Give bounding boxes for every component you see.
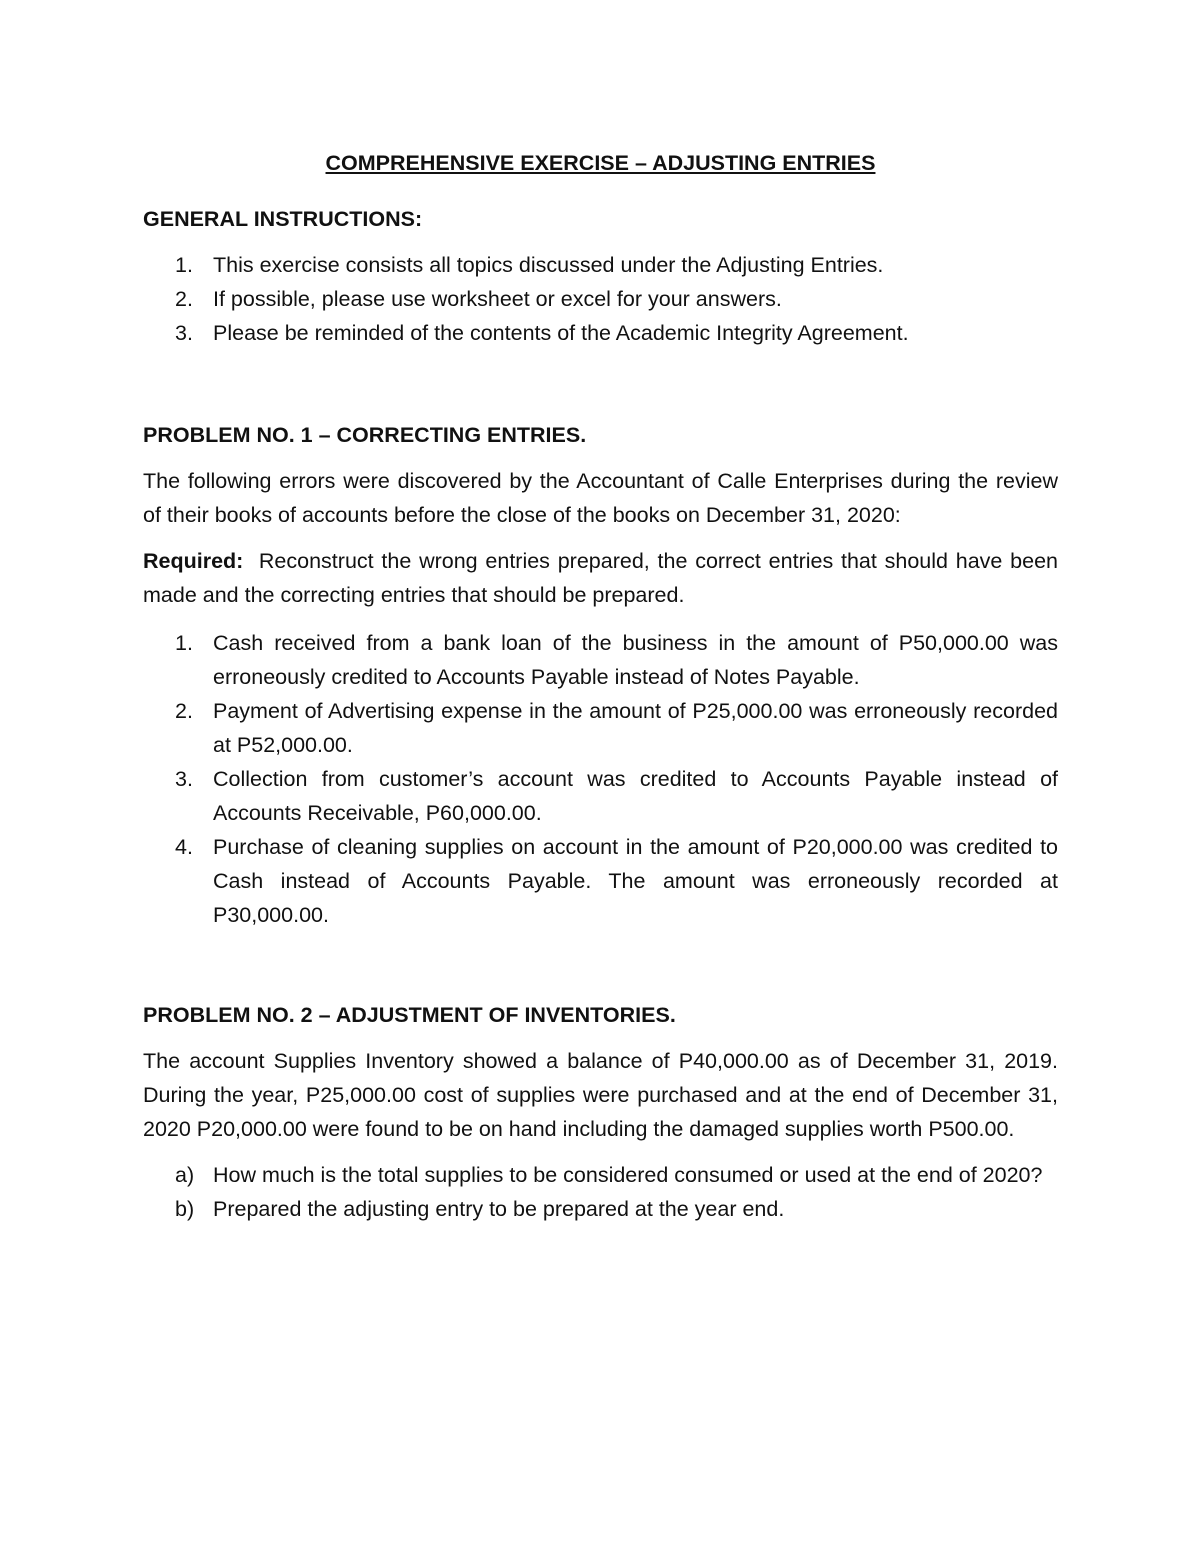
list-item [143,248,1058,282]
list-item [143,282,1058,316]
list-item-text: Purchase of cleaning supplies on account in the amount of P20,000.00 was credited to Cash instead of Accounts Payable. The amount was erroneously recorded at P30,000.00. [213,835,1058,927]
document-title: COMPREHENSIVE EXERCISE – ADJUSTING ENTRIES [325,151,876,175]
list-item [143,626,1058,694]
list-item-text: Cash received from a bank loan of the business in the amount of P50,000.00 was erroneously credited to Accounts Payable instead of Notes Payable. [213,631,1058,689]
problem2-paragraph: The account Supplies Inventory showed a balance of P40,000.00 as of December 31, 2019. During the year, P25,000.00 cost of supplies were purchased and at the end of December 31, 2020 P20,000.00 were found to be on hand including the damaged supplies worth P500.00. [143,1049,1058,1141]
list-marker: 2. [175,287,193,311]
list-item-text: Collection from customer’s account was credited to Accounts Payable instead of Accounts Receivable, P60,000.00. [213,767,1058,825]
general-instructions-list [143,248,1058,350]
list-item [143,1158,1058,1192]
list-item-text: Prepared the adjusting entry to be prepared at the year end. [213,1197,785,1221]
problem1-list [143,626,1058,932]
problem1-heading: PROBLEM NO. 1 – CORRECTING ENTRIES. [143,423,587,447]
list-marker: 2. [175,699,193,723]
problem2-heading: PROBLEM NO. 2 – ADJUSTMENT OF INVENTORIES. [143,1003,676,1027]
list-item-text: Payment of Advertising expense in the amount of P25,000.00 was erroneously recorded at P52,000.00. [213,699,1058,757]
spacer [143,350,1058,418]
problem1-required [143,544,1058,612]
required-text: Reconstruct the wrong entries prepared, the correct entries that should have been made and the correcting entries that should be prepared. [143,549,1058,607]
list-item [143,316,1058,350]
list-marker: 1. [175,631,193,655]
list-marker: 1. [175,253,193,277]
list-marker: a) [175,1163,195,1187]
list-item [143,1192,1058,1226]
list-item-text: If possible, please use worksheet or excel for your answers. [213,287,782,311]
problem1-intro: The following errors were discovered by the Accountant of Calle Enterprises during the review of their books of accounts before the close of the books on December 31, 2020: [143,469,1058,527]
problem2-list [143,1158,1058,1226]
list-marker: b) [175,1197,195,1221]
list-item-text: This exercise consists all topics discussed under the Adjusting Entries. [213,253,884,277]
list-item [143,830,1058,932]
list-marker: 3. [175,321,193,345]
document-content [143,146,1058,1226]
list-item-text: Please be reminded of the contents of the Academic Integrity Agreement. [213,321,909,345]
list-item [143,694,1058,762]
list-marker: 4. [175,835,193,859]
general-instructions-heading: GENERAL INSTRUCTIONS: [143,207,423,231]
required-label: Required: [143,549,244,573]
list-marker: 3. [175,767,193,791]
spacer [143,932,1058,998]
list-item-text: How much is the total supplies to be considered consumed or used at the end of 2020? [213,1163,1043,1187]
list-item [143,762,1058,830]
